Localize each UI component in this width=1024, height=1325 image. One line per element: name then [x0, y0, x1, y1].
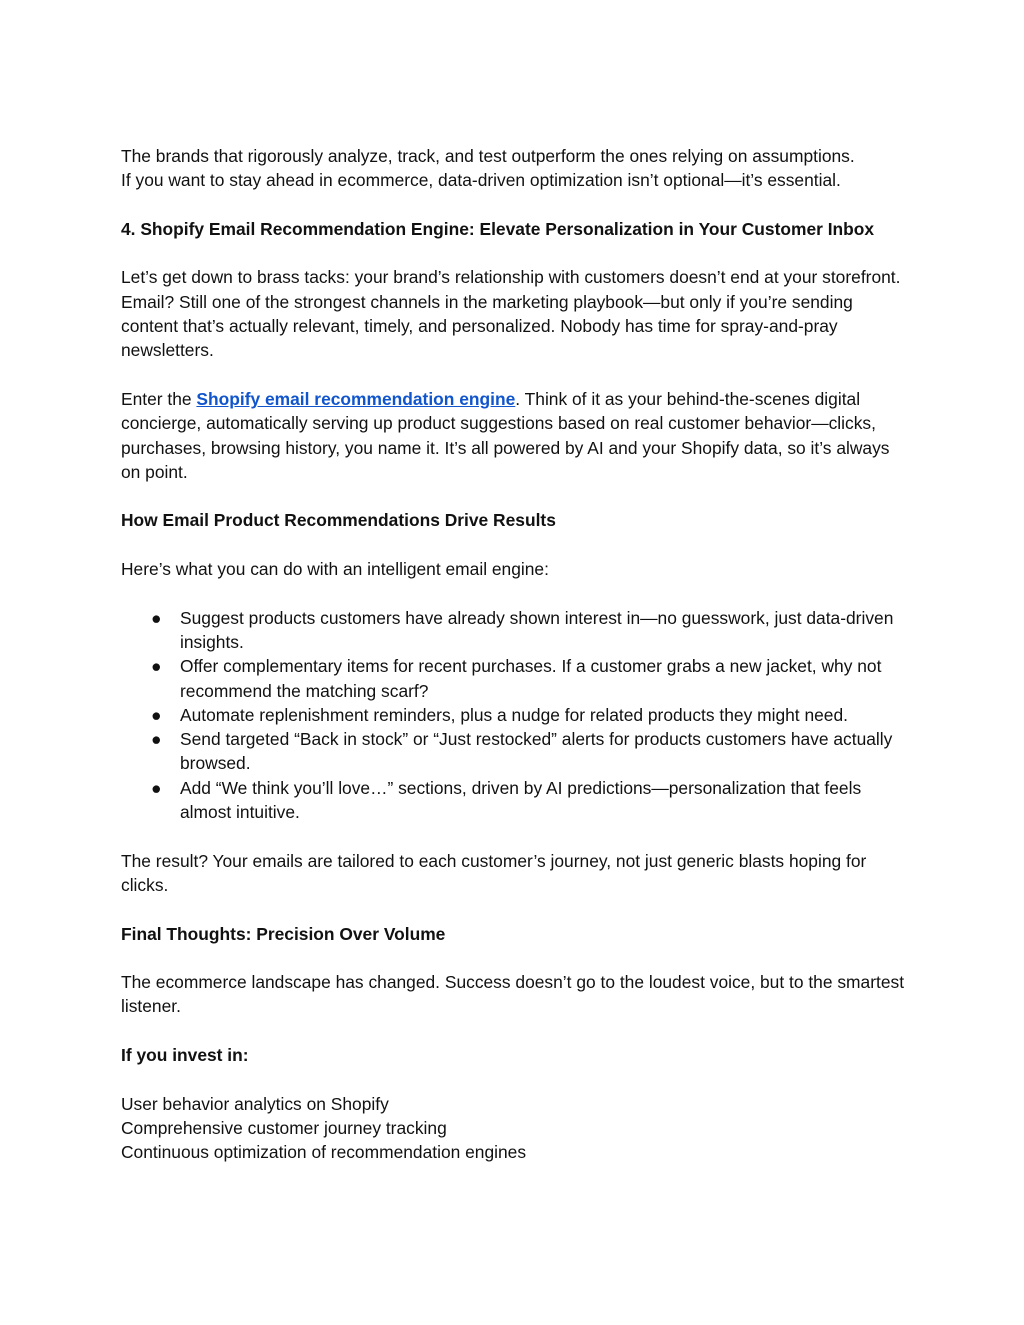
results-conclusion: The result? Your emails are tailored to each customer’s journey, not just generic blasts hoping for clicks.: [121, 850, 867, 895]
bullet-icon: ●: [151, 607, 162, 628]
list-item-text: Send targeted “Back in stock” or “Just restocked” alerts for products customers have actually browsed.: [180, 729, 893, 774]
document-page: [121, 144, 911, 1164]
invest-item: Comprehensive customer journey tracking: [121, 1117, 447, 1138]
shopify-email-recommendation-engine-link[interactable]: Shopify email recommendation engine: [196, 388, 516, 409]
bullet-icon: ●: [151, 704, 162, 725]
final-thoughts-paragraph: The ecommerce landscape has changed. Success doesn’t go to the loudest voice, but to the smartest listener.: [121, 972, 905, 1017]
section-4-paragraph-2: [121, 387, 911, 484]
intro-line-2: If you want to stay ahead in ecommerce, data-driven optimization isn’t optional—it’s essential.: [121, 170, 841, 191]
list-item-text: Automate replenishment reminders, plus a nudge for related products they might need.: [180, 704, 848, 725]
results-intro: Here’s what you can do with an intelligent email engine:: [121, 559, 549, 580]
final-thoughts-heading: Final Thoughts: Precision Over Volume: [121, 923, 446, 944]
list-item-text: Suggest products customers have already shown interest in—no guesswork, just data-driven insights.: [180, 607, 894, 652]
results-bullet-list: [121, 606, 911, 825]
list-item: [121, 776, 911, 825]
list-item: [121, 654, 911, 703]
invest-item: User behavior analytics on Shopify: [121, 1093, 389, 1114]
para2-body-text: . Think of it as your behind-the-scenes digital concierge, automatically serving up product suggestions based on real customer behavior—clicks, purchases, browsing history, you name it. It’s all powered by AI and your Shopify data, so it’s always on point.: [121, 388, 890, 482]
bullet-icon: ●: [151, 656, 162, 677]
list-item: [121, 703, 911, 727]
bullet-icon: ●: [151, 777, 162, 798]
section-4-paragraph-1: Let’s get down to brass tacks: your brand’s relationship with customers doesn’t end at your storefront. Email? Still one of the strongest channels in the marketing playbook—but only if you’re sending content that’s actually relevant, timely, and personalized. Nobody has time for spray-and-pray newsletters.: [121, 267, 901, 361]
para2-lead-text: Enter the: [121, 388, 197, 409]
section-4-heading: 4. Shopify Email Recommendation Engine: Elevate Personalization in Your Customer Inbox: [121, 218, 875, 239]
invest-item: Continuous optimization of recommendation engines: [121, 1142, 527, 1163]
results-heading: How Email Product Recommendations Drive Results: [121, 510, 556, 531]
list-item: [121, 606, 911, 655]
bullet-icon: ●: [151, 729, 162, 750]
intro-line-1: The brands that rigorously analyze, track, and test outperform the ones relying on assumptions.: [121, 146, 855, 166]
list-item-text: Offer complementary items for recent purchases. If a customer grabs a new jacket, why not recommend the matching scarf?: [180, 656, 882, 701]
list-item-text: Add “We think you’ll love…” sections, driven by AI predictions—personalization that feels almost intuitive.: [180, 777, 862, 823]
list-item: [121, 727, 911, 776]
invest-heading: If you invest in:: [121, 1044, 249, 1065]
